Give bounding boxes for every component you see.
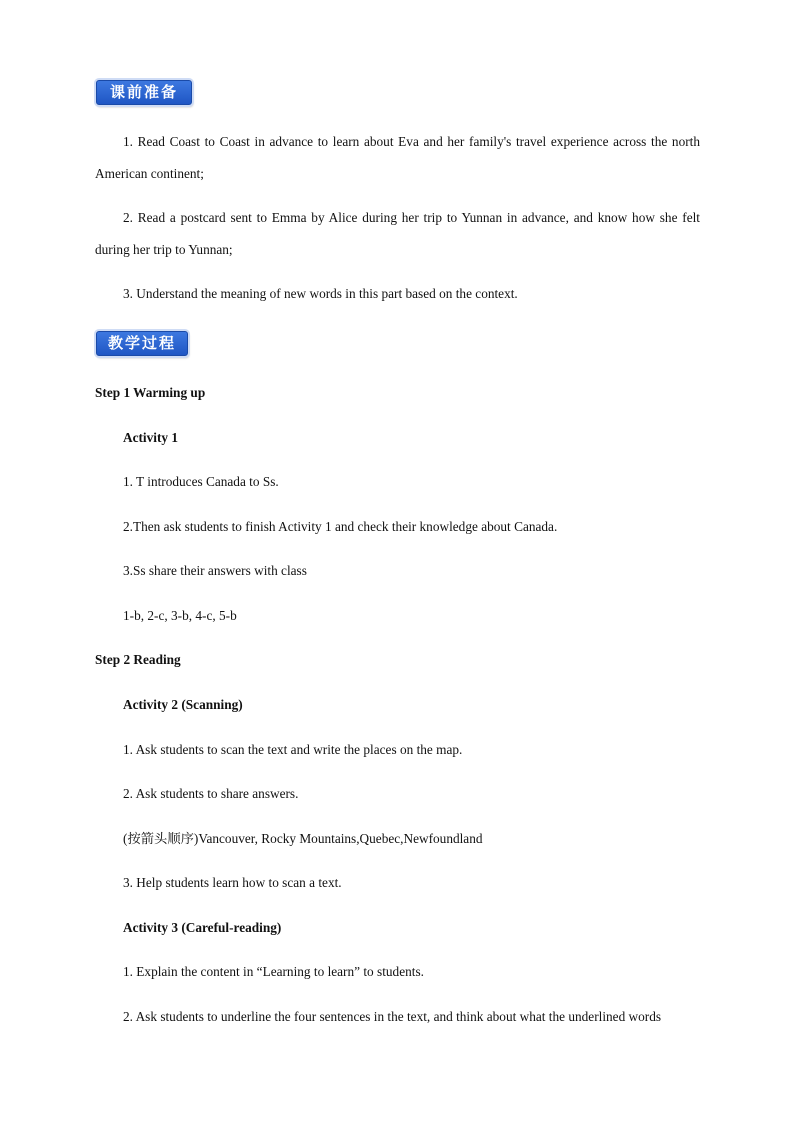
step2-title: Step 2 Reading [95, 652, 181, 667]
activity2-item-3: 3. Help students learn how to scan a text. [123, 875, 342, 890]
activity2-item-2: 2. Ask students to share answers. [123, 786, 299, 801]
activity1-item-3: 3.Ss share their answers with class [123, 563, 307, 578]
activity1-title: Activity 1 [123, 430, 179, 445]
section-label-process: 教学过程 [96, 331, 188, 356]
activity2-answers: (按箭头顺序)Vancouver, Rocky Mountains,Quebec,Newfoundland [123, 831, 483, 846]
activity1-answers: 1-b, 2-c, 3-b, 4-c, 5-b [123, 608, 237, 623]
step1-title: Step 1 Warming up [95, 385, 206, 400]
activity1-item-1: 1. T introduces Canada to Ss. [123, 474, 279, 489]
activity1-item-2: 2.Then ask students to finish Activity 1 and check their knowledge about Canada. [123, 519, 558, 534]
activity3-title: Activity 3 (Careful-reading) [123, 920, 282, 935]
preparation-item-1: 1. Read Coast to Coast in advance to learn about Eva and her family's travel experience across the north American continent; [95, 134, 700, 181]
preparation-item-3: 3. Understand the meaning of new words in this part based on the context. [123, 286, 518, 301]
activity2-title: Activity 2 (Scanning) [123, 697, 243, 712]
activity3-item-1: 1. Explain the content in “Learning to learn” to students. [123, 964, 424, 979]
preparation-item-2: 2. Read a postcard sent to Emma by Alice during her trip to Yunnan in advance, and know how she felt during her trip to Yunnan; [95, 210, 700, 257]
section-label-preparation: 课前准备 [96, 80, 192, 105]
activity3-item-2: 2. Ask students to underline the four sentences in the text, and think about what the underlined words [123, 1009, 662, 1024]
activity2-item-1: 1. Ask students to scan the text and write the places on the map. [123, 742, 463, 757]
